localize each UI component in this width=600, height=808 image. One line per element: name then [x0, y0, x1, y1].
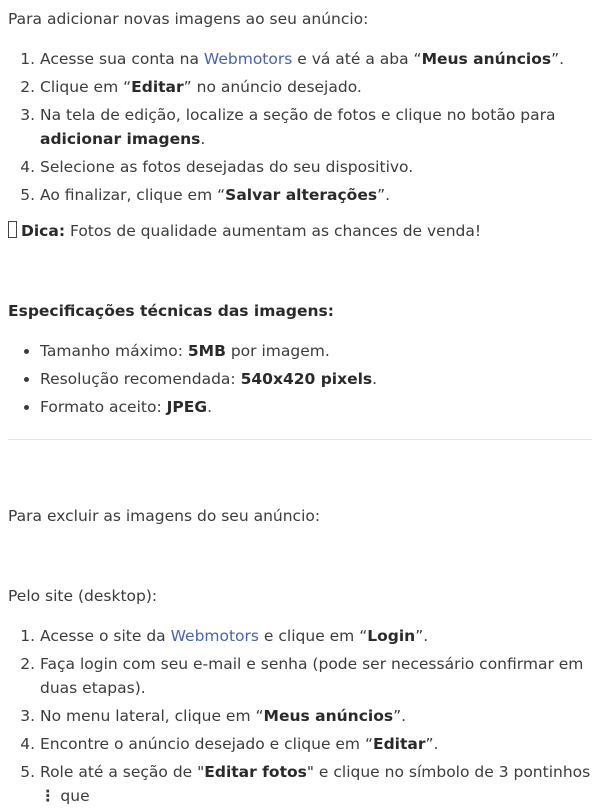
spec-item: • Formato aceito: JPEG.: [40, 395, 592, 419]
add-step-2: 2. Clique em “Editar” no anúncio desejado.: [40, 75, 592, 99]
specs-title: Especificações técnicas das imagens:: [8, 302, 334, 320]
add-images-steps: [8, 47, 592, 207]
desktop-label: Pelo site (desktop):: [8, 587, 158, 605]
delete-images-steps: [8, 624, 592, 808]
section-divider: [8, 439, 592, 440]
spec-item: • Tamanho máximo: 5MB por imagem.: [40, 339, 592, 363]
add-step-4: 4. Selecione as fotos desejadas do seu dispositivo.: [40, 155, 592, 179]
tip-text: Fotos de qualidade aumentam as chances de venda!: [65, 222, 482, 240]
add-step-1: 1. Acesse sua conta na Webmotors e vá até a aba “Meus anúncios”.: [40, 47, 592, 71]
missing-glyph-icon: [8, 221, 17, 238]
delete-images-intro: Para excluir as imagens do seu anúncio:: [8, 507, 321, 525]
tip-label: Dica:: [21, 222, 66, 240]
delete-step-4: 4. Encontre o anúncio desejado e clique em “Editar”.: [40, 732, 592, 756]
add-images-intro: Para adicionar novas imagens ao seu anúncio:: [8, 10, 369, 28]
spec-item: • Resolução recomendada: 540x420 pixels.: [40, 367, 592, 391]
webmotors-link[interactable]: Webmotors: [170, 627, 259, 645]
delete-step-2: 2. Faça login com seu e-mail e senha (pode ser necessário confirmar em duas etapas).: [40, 652, 592, 700]
webmotors-link[interactable]: Webmotors: [203, 50, 293, 68]
add-step-3: 3. Na tela de edição, localize a seção de fotos e clique no botão para adicionar imagens.: [40, 103, 592, 151]
delete-step-3: 3. No menu lateral, clique em “Meus anúncios”.: [40, 704, 592, 728]
kebab-menu-icon: ⋮: [40, 787, 56, 805]
delete-step-1: 1. Acesse o site da Webmotors e clique em “Login”.: [40, 624, 592, 648]
delete-step-5: 5. Role até a seção de "Editar fotos" e clique no símbolo de 3 pontinhos ⋮ que: [40, 760, 592, 808]
add-step-5: 5. Ao finalizar, clique em “Salvar alterações”.: [40, 183, 592, 207]
specs-list: [8, 339, 592, 419]
tip-line: [8, 219, 592, 243]
